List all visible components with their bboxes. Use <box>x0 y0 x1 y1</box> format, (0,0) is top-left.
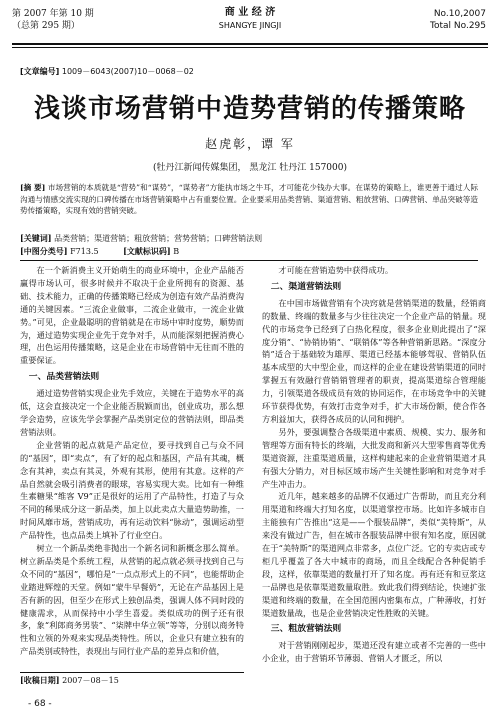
abstract <box>20 182 478 217</box>
article-number <box>20 66 194 77</box>
keywords-value: 品类营销；渠道营销；粗放营销；营势营销；口碑营销法则 <box>54 234 263 243</box>
authors: 赵虎彰，谭 军 <box>205 137 295 151</box>
received-value: 2007－08－15 <box>62 676 119 685</box>
article-number-value: 1009－6043(2007)10－0068－02 <box>61 67 194 76</box>
keywords-label: [关键词] <box>20 233 52 243</box>
section-heading: 一、品类营销法则 <box>28 372 100 383</box>
body-paragraph: 才可能在营销造势中获得成功。 <box>278 265 394 275</box>
received-label: [收稿日期] <box>20 675 60 685</box>
total-en-line: Total No.295 <box>430 21 486 31</box>
classification-line <box>20 245 262 258</box>
issue-info-en <box>430 8 486 32</box>
keywords-line <box>20 232 262 245</box>
article-meta <box>20 232 262 258</box>
body-paragraph: 对于营销刚刚起步，渠道还没有建立或者不完善的一些中小企业，由于营销环节薄弱、营销人才匮乏，所以 <box>262 640 486 664</box>
body-paragraph: 另外，要强调整合各级渠道中素质、规模、实力、服务和管理等方面有特长的终端，大批发商和新兴大型零售商等优秀渠道资源，注重渠道质量，这样构建起来的企业营销渠道才具有强大分销力，对目标区域市场产生关键性影响和对竞争对手产生冲击力。 <box>262 426 486 489</box>
abstract-text: 市场营销的本质就是“营势”和“谋势”，“谋势者”方能执市场之牛耳，才可能花少钱办大事。在谋势的策略上，谁更善于通过人际沟通与情感交流实现的口碑传播在市场营销策略中占有重要位置。企业要采用品类营销、渠道营销、粗放营销、口碑营销、单品突破等造势传播策略，实现有效的营销突破。 <box>20 183 478 215</box>
body-right-column <box>262 264 486 665</box>
header-rule-thick <box>12 43 488 45</box>
doc-code-value: B <box>173 247 180 256</box>
footnote-rule <box>20 672 244 673</box>
clc-value: F713.5 <box>70 247 99 256</box>
article-number-label: [文章编号] <box>20 67 60 76</box>
body-paragraph: 企业营销的起点就是产品定位，要寻找到自己与众不同的“基因”，即“卖点”，有了好的起点和基因，产品有其魂，概念有其神，卖点有其灵，外观有其形，使用有其意。这样的产品自然就会吸引消费者的眼球，容易实现大卖。比如有一种维生素糖果“维客 V9”正是很好的运用了产品特性，打造了与众不同的稀果成分这一新品类，加上以此卖点大量造势助推，一时间风靡市场，营销成功，再有运动饮料“脉动”，强调运动型产品特性，也点品类上填补了行业空白。 <box>20 439 244 541</box>
page-header <box>0 0 500 46</box>
affiliation: (牡丹江新闻传媒集团， 黑龙江 牡丹江 157000) <box>153 163 347 173</box>
section-heading: 二、渠道营销法则 <box>270 281 342 292</box>
received-date <box>20 675 119 686</box>
body-paragraph: 树立一个新品类绝非抛出一个新名词和新概念那么简单。树立新品类是个系统工程，从营销的起点就必须寻找到自己与众不同的“基因”，哪怕是“一点点形式上的不同”，也能帮助企业踏进辉煌的天堂。例如“蒙牛早餐奶”，无论在产品基因上是否有新的因，但至少在形式上独创品类，强调人体不同时段的健康需求，从而保持中小学生喜爱。类似成功的例子还有很多，象“利郎商务男装”、“柒牌中华立领”等等，分别以商务特性和立领的外观来实现品类特性。所以，企业只有建立独有的产品类别或特性，表现出与同行业产品的差异点和价值， <box>20 543 244 657</box>
abstract-rule <box>20 260 478 261</box>
body-paragraph: 通过造势营销实现企业先手效应，关键在于造势水平的高低，这会直接决定一个企业能否脱颖而出，创业成功，那么想学会造势，应该先学会掌握产品类别定位的营销法则，即品类营销法则。 <box>20 388 244 437</box>
issue-line: 第 2007 年第 10 期 <box>12 9 94 19</box>
body-left-column <box>20 264 244 658</box>
body-paragraph: 在中国市场做营销有个决窍就是营销渠道的数量，经销商的数量、终端的数量多与少往往决定一个企业产品的销量。现代的市场竞争已经到了白热化程度，很多企业则此提出了“深度分销”、“协销协销”、“联销体”等各种营销新思路。“深度分销”适合于基础较为雄厚、渠道已经基本能够驾驭、营销队伍基本成型的大中型企业，而这样的企业在建设营销渠道的同时掌握五有效融行营销销管理者的职责，提高渠道综合管理能力，引领渠道各级成员有效的协同运作，在市场竞争中的关键环节获得优势，有效打击竞争对手，扩大市场份额，使合作各方利益加大，获得各成员的认同和拥护。 <box>262 297 486 424</box>
journal-name-cn: 商 业 经 济 <box>224 7 276 18</box>
section-heading: 三、粗放营销法则 <box>270 624 342 635</box>
page-number: - 68 - <box>28 699 52 709</box>
journal-name-en: SHANGYE JINGJI <box>218 21 282 30</box>
body-paragraph: 近几年，越来越多的品牌不仅通过广告帮助，而且充分利用渠道和终端大打知名度，以渠道掌控市场。比如许多城市自主能独有广告推出“这是——个服装品牌”，类似“美特斯”，从来没有做过广告，但在城市各服装品牌中很有知名度，原因就在于“美特斯”的渠道网点非常多，点位广泛。它的专卖店或专柜几乎覆盖了各大中城市的商场，而且全线配合各种促销手段，这样，依靠渠道的数量打开了知名度。再有还有和豆浆这一品牌也是依靠渠道数量取胜。致此我们得到结论，快速扩张渠道和终端的数量，在全国范围内密集布点，广种薄收，打好渠道数量战，也是企业营销决定性胜败的关键。 <box>262 491 486 618</box>
clc-label: [中图分类号] <box>20 246 68 256</box>
total-line: （总第 295 期） <box>12 21 80 31</box>
doc-code-label: [文献标识码] <box>123 246 171 256</box>
issue-en-line: No.10,2007 <box>433 9 486 19</box>
journal-name <box>0 6 500 32</box>
header-rule-thin <box>12 47 488 48</box>
abstract-label: [摘 要] <box>20 183 46 192</box>
body-paragraph: 在一个新消费主义开始萌生的商业环境中，企业产品能否赢得市场认可，很多时候并不取决于企业所拥有的资源、基础、技术能力，正确的传播策略已经成为创造有效产品消费沟通的关键因素。“三流企业做事，二流企业做市，一流企业做势。”可见，企业最聪明的营销就是在市场中审时度势，顺势而为，通过造势实现企业先于竞争对手，从而能深刻把握消费心理，出色运用传播策略，这是企业在市场营销中无往而不胜的重要保证。 <box>20 265 244 366</box>
article-title: 浅谈市场营销中造势营销的传播策略 <box>33 94 466 124</box>
